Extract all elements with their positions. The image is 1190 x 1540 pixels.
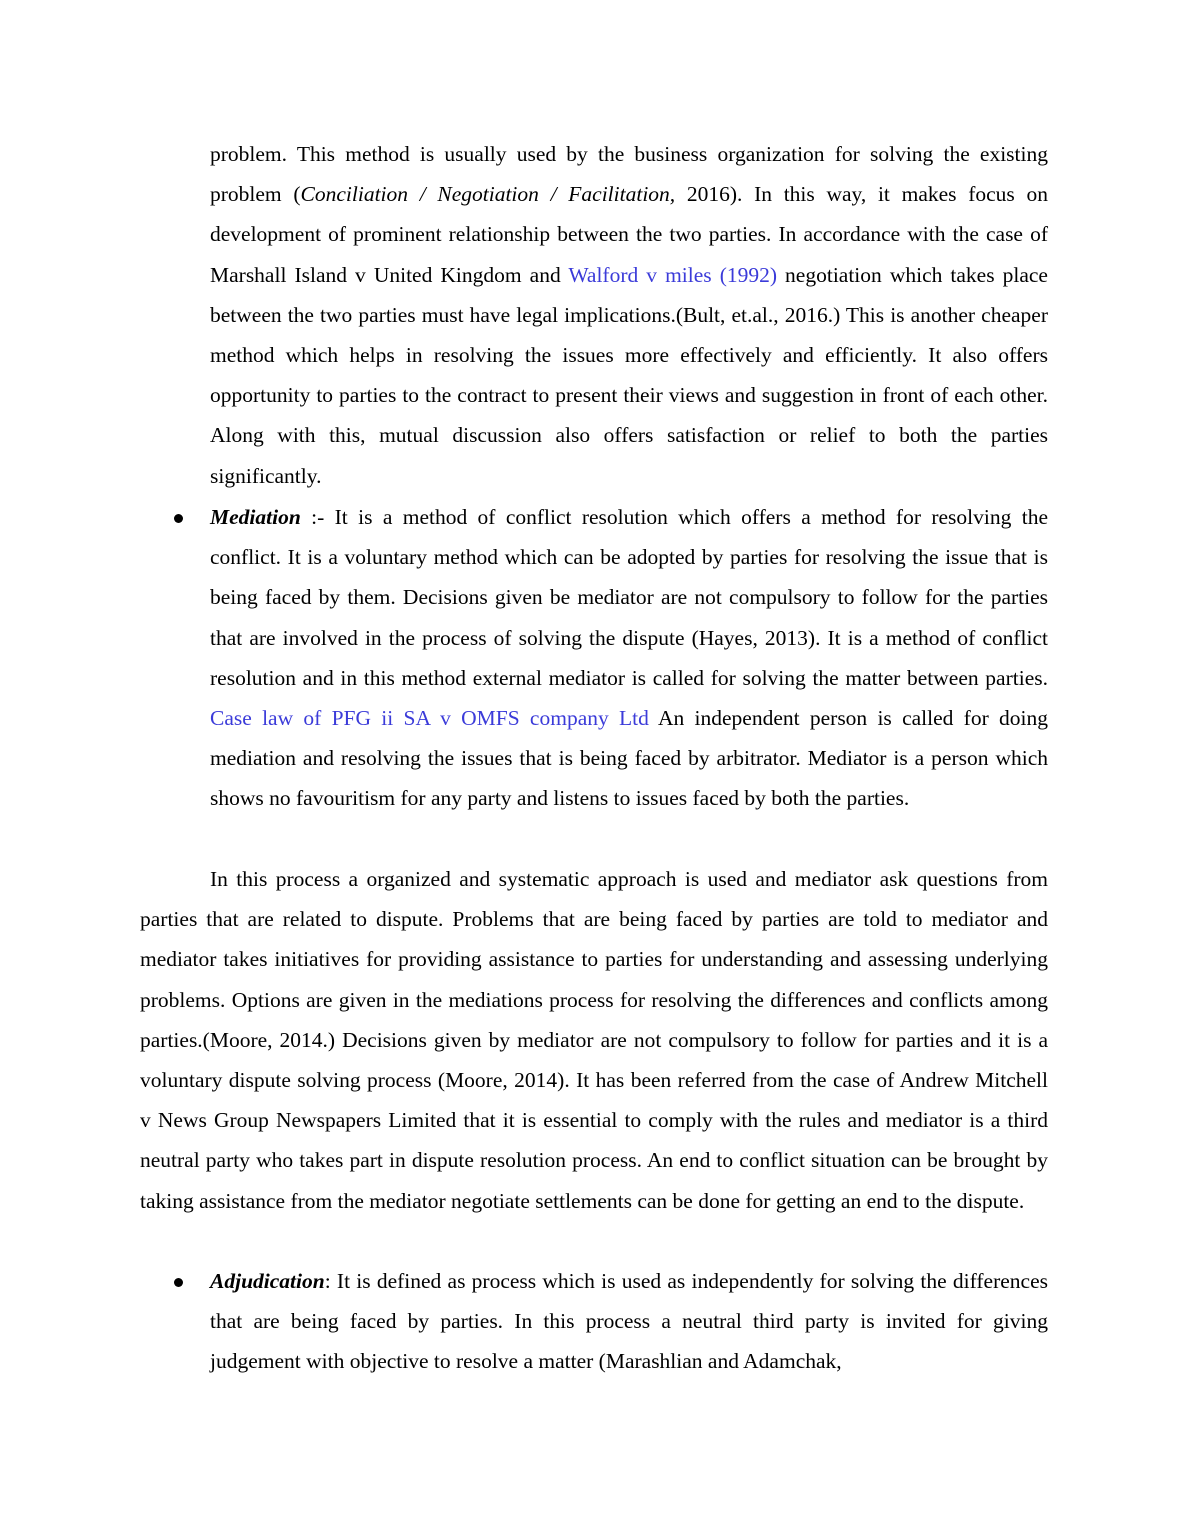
- mediation-term: Mediation: [210, 505, 301, 529]
- walford-case-link[interactable]: Walford v miles (1992): [568, 262, 778, 287]
- continuation-text-1: problem. This method is usually used by the business organization for solving the existing problem (: [210, 142, 1048, 207]
- citation-italic: Conciliation / Negotiation / Facilitation,: [300, 182, 676, 207]
- continuation-text-2: 2016). In this way, it makes focus on development of prominent relationship between the two parties. In accordance with the case of Marshall Island v United Kingdom and: [210, 182, 1048, 287]
- adjudication-bullet: [210, 1261, 1048, 1382]
- bullet-icon: [174, 514, 183, 523]
- mediation-text-2: An independent person is called for doing mediation and resolving the issues that is being faced by arbitrator. Mediator is a person which shows no favouritism for any party and listens to issues faced by both the parties.: [210, 706, 1048, 811]
- mediation-bullet: [210, 497, 1048, 819]
- adjudication-term: Adjudication: [210, 1269, 325, 1293]
- mediation-process-paragraph: In this process a organized and systematic approach is used and mediator ask questions from parties that are related to dispute. Problems that are being faced by parties are told to mediator and mediator takes initiatives for providing assistance to parties for understanding and assessing underlying problems. Options are given in the mediations process for resolving the differences and conflicts among parties.(Moore, 2014.) Decisions given by mediator are not compulsory to follow for parties and it is a voluntary dispute solving process (Moore, 2014). It has been referred from the case of Andrew Mitchell v News Group Newspapers Limited that it is essential to comply with the rules and mediator is a third neutral party who takes part in dispute resolution process. An end to conflict situation can be brought by taking assistance from the mediator negotiate settlements can be done for getting an end to the dispute.: [140, 867, 1048, 1213]
- adjudication-text-1: : It is defined as process which is used as independently for solving the differences that are being faced by parties. In this process a neutral third party is invited for giving judgement with objective to resolve a matter (Marashlian and Adamchak,: [210, 1269, 1048, 1374]
- continuation-text-3: negotiation which takes place between the two parties must have legal implications.(Bult, et.al., 2016.) This is another cheaper method which helps in resolving the issues more effectively and efficiently. It also offers opportunity to parties to the contract to present their views and suggestion in front of each other. Along with this, mutual discussion also offers satisfaction or relief to both the parties significantly.: [210, 262, 1048, 488]
- negotiation-continuation: [210, 134, 1048, 496]
- pfg-case-link[interactable]: Case law of PFG ii SA v OMFS company Ltd: [210, 706, 649, 731]
- mediation-text-1: :- It is a method of conflict resolution which offers a method for resolving the conflict. It is a voluntary method which can be adopted by parties for resolving the issue that is being faced by them. Decisions given be mediator are not compulsory to follow for the parties that are involved in the process of solving the dispute (Hayes, 2013). It is a method of conflict resolution and in this method external mediator is called for solving the matter between parties.: [210, 505, 1048, 690]
- bullet-icon: [174, 1278, 183, 1287]
